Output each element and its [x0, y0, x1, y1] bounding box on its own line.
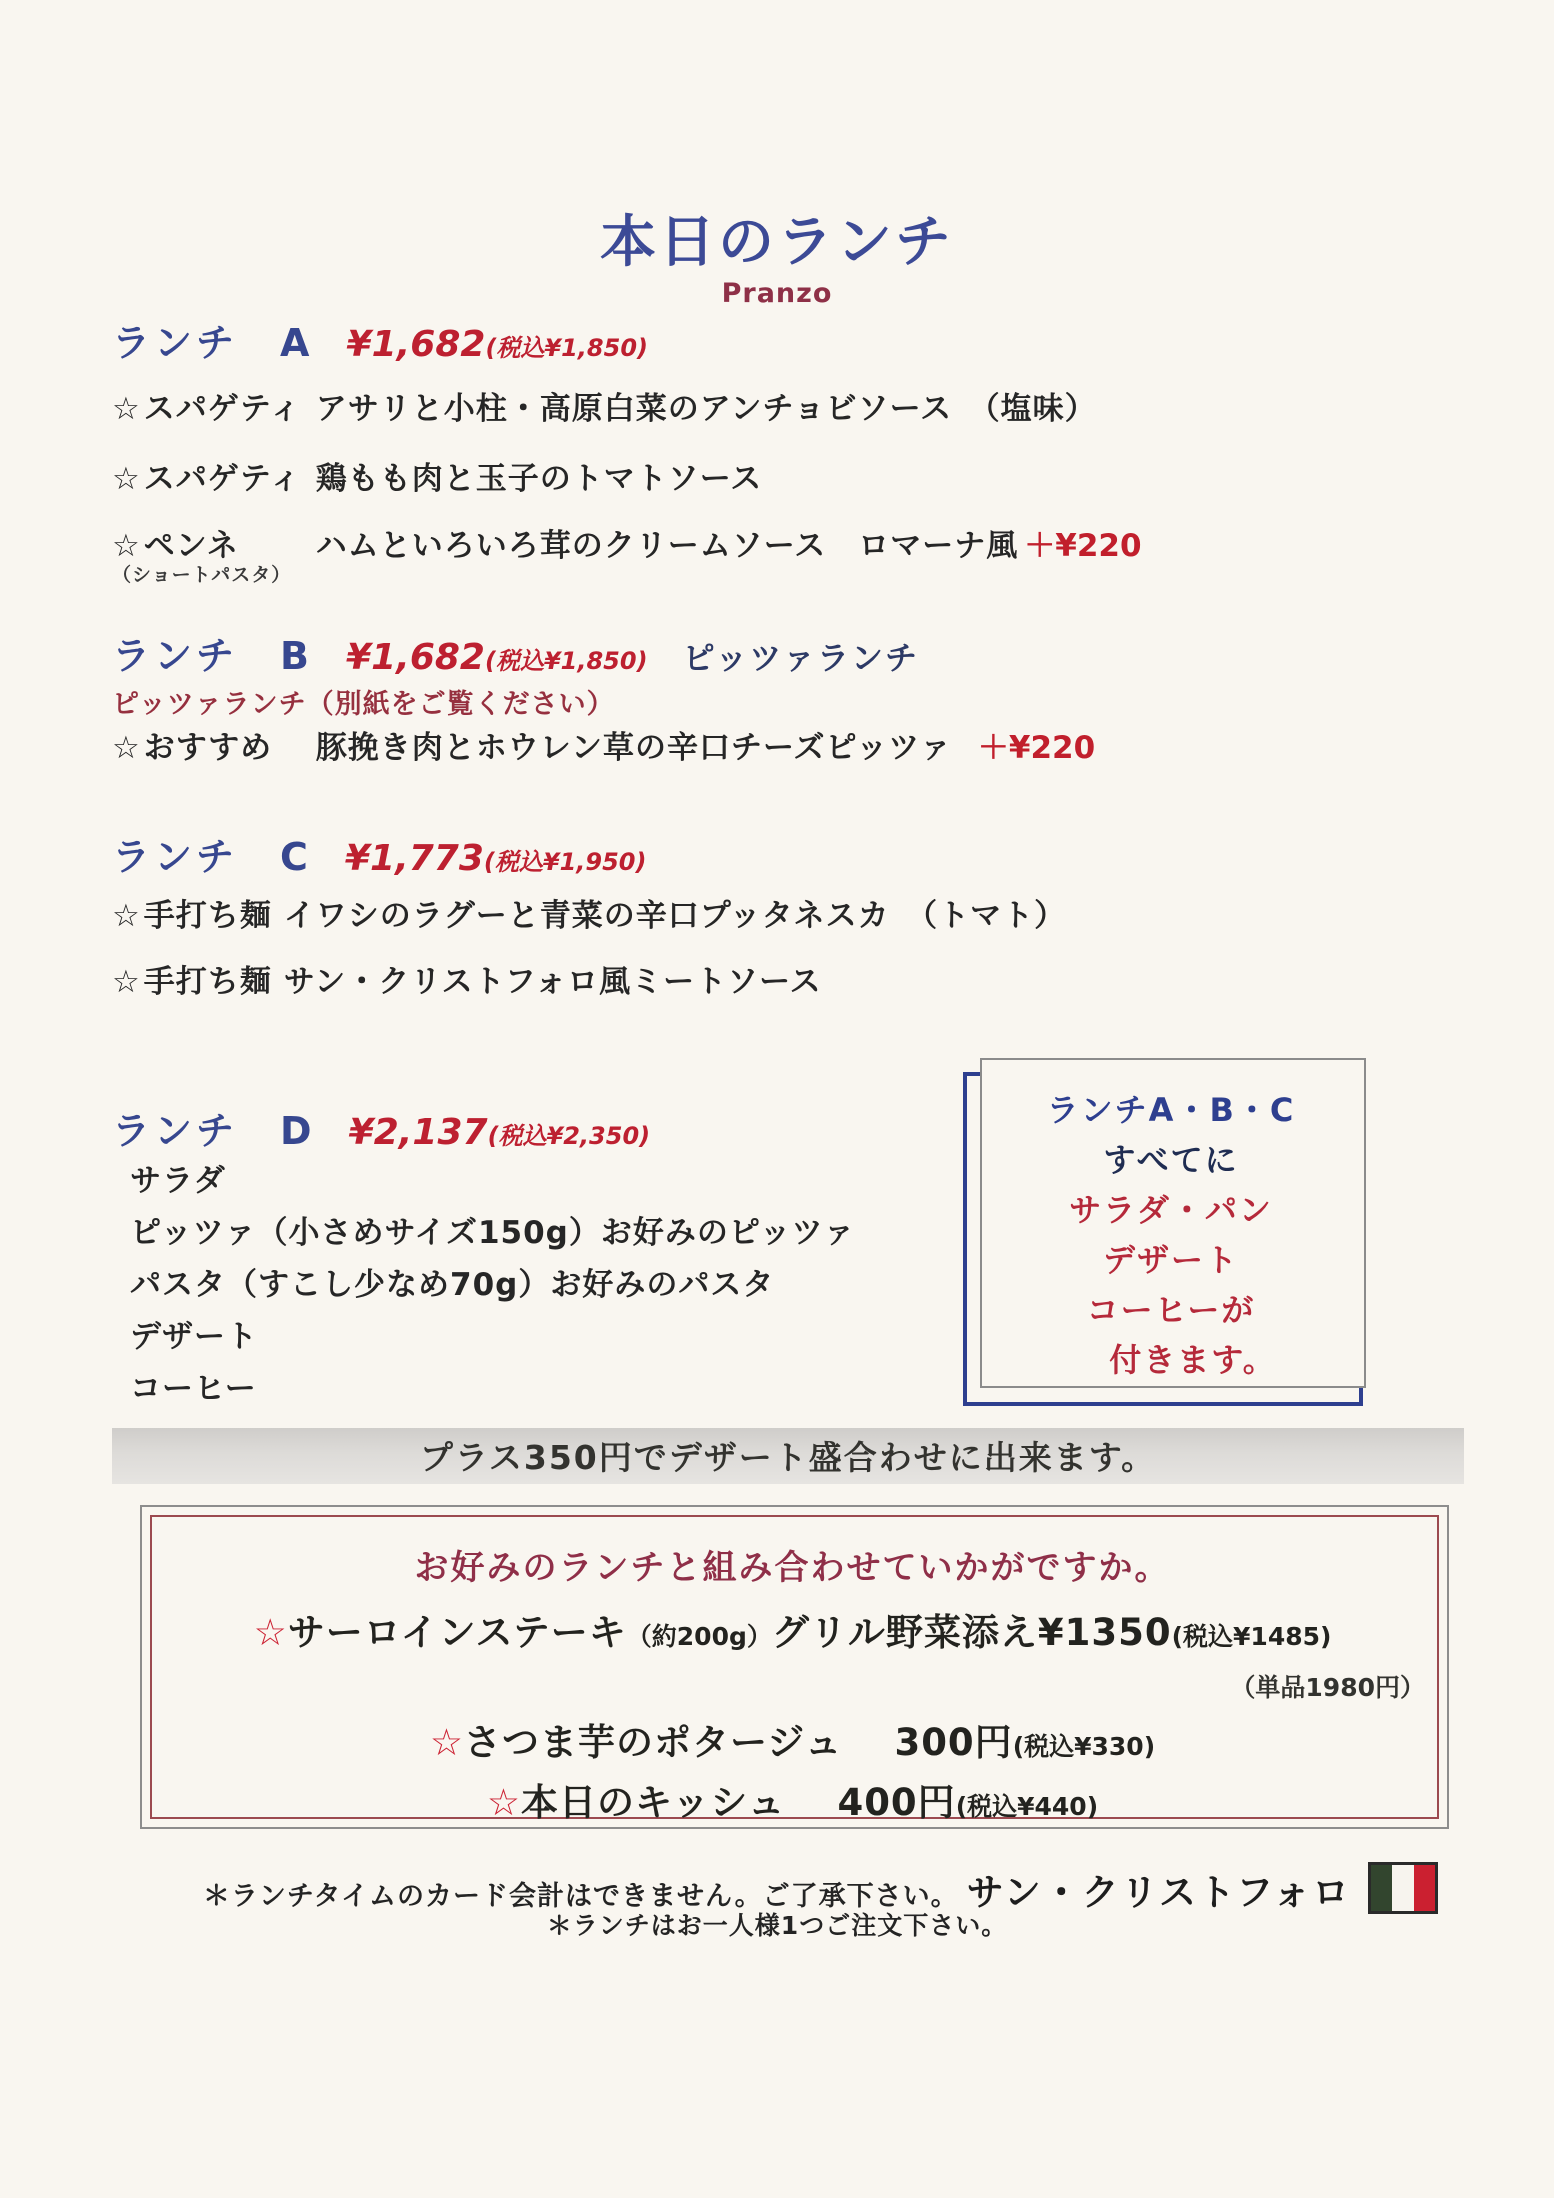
item-name: おすすめ	[143, 730, 273, 766]
info-line-6: 付きます。	[1109, 1341, 1277, 1379]
lunch-b-note: ピッツァランチ（別紙をご覧ください）	[112, 689, 615, 720]
lunch-d-label: ランチ D	[112, 1109, 316, 1153]
lunch-b-tax: (税込¥1,850)	[484, 647, 648, 675]
lunch-b-heading	[112, 625, 919, 680]
item-desc: ハムといろいろ茸のクリームソース ロマーナ風	[315, 528, 1019, 564]
lunch-d-price: ¥2,137	[348, 1112, 488, 1153]
lunch-a-item-1	[112, 383, 1097, 428]
banner-text: プラス350円でデザート盛合わせに出来ます。	[419, 1438, 1157, 1477]
flag-red-stripe	[1414, 1865, 1435, 1911]
info-line-2: すべてに	[1103, 1141, 1239, 1179]
lunch-d-item-2: ピッツァ（小さめサイズ150g）お好みのピッツァ	[130, 1215, 856, 1251]
item-desc: イワシのラグーと青菜の辛口プッタネスカ （トマト）	[283, 898, 1067, 934]
restaurant-name: サン・クリストフォロ	[966, 1871, 1352, 1914]
info-box	[980, 1085, 1362, 1385]
lunch-c-label: ランチ C	[112, 835, 312, 879]
lunch-a-tax: (税込¥1,850)	[485, 334, 648, 362]
red-star-icon: ☆	[253, 1611, 288, 1654]
dessert-upgrade-banner	[112, 1428, 1464, 1484]
quiche-name-price: 本日のキッシュ 400円	[521, 1781, 956, 1824]
steak-size: （約200g）	[626, 1622, 772, 1651]
item-name: 手打ち麺	[143, 964, 272, 1000]
item-desc: 豚挽き肉とホウレン草の辛口チーズピッツァ	[315, 730, 952, 766]
combo-item-steak	[140, 1602, 1445, 1656]
combo-heading: お好みのランチと組み合わせていかがですか。	[414, 1548, 1171, 1588]
steak-price: グリル野菜添え¥1350	[771, 1611, 1172, 1654]
italian-flag-icon	[1368, 1862, 1438, 1914]
lunch-a-heading	[112, 312, 648, 367]
lunch-a-price: ¥1,682	[346, 324, 486, 365]
combo-item-quiche	[140, 1772, 1445, 1826]
item-name: スパゲティ	[143, 391, 302, 427]
potage-tax: (税込¥330)	[1012, 1732, 1156, 1761]
star-icon: ☆	[112, 898, 140, 934]
lunch-c-heading	[112, 826, 646, 881]
star-icon: ☆	[112, 730, 140, 766]
red-star-icon: ☆	[486, 1781, 522, 1824]
star-icon: ☆	[112, 964, 140, 1000]
combo-item-potage	[140, 1712, 1445, 1766]
page-subtitle: Pranzo	[721, 278, 833, 309]
item-desc: サン・クリストフォロ風ミートソース	[283, 964, 822, 1000]
lunch-c-item-1	[112, 890, 1066, 935]
info-line-5: コーヒーが	[1086, 1291, 1256, 1329]
flag-white-stripe	[1392, 1865, 1413, 1911]
lunch-b-item-1	[112, 722, 1095, 767]
item-supplement: ＋¥220	[1024, 528, 1142, 564]
info-line-3: サラダ・パン	[1069, 1191, 1273, 1229]
item-desc: 鶏もも肉と玉子のトマトソース	[315, 461, 763, 497]
item-desc: アサリと小柱・高原白菜のアンチョビソース （塩味）	[315, 391, 1097, 427]
lunch-c-item-2	[112, 956, 822, 1001]
lunch-d-item-3: パスタ（すこし少なめ70g）お好みのパスタ	[130, 1267, 775, 1303]
red-star-icon: ☆	[429, 1721, 465, 1764]
lunch-a-label: ランチ A	[112, 321, 314, 365]
lunch-a-item-3-note: （ショートパスタ）	[112, 564, 292, 586]
quiche-tax: (税込¥440)	[955, 1792, 1099, 1821]
potage-name-price: さつま芋のポタージュ 300円	[464, 1721, 1013, 1764]
flag-green-stripe	[1371, 1865, 1392, 1911]
lunch-b-label: ランチ B	[112, 634, 313, 678]
info-line-1: ランチA・B・C	[1046, 1091, 1296, 1129]
lunch-d-item-4: デザート	[130, 1319, 258, 1355]
star-icon: ☆	[112, 528, 140, 564]
lunch-d-tax: (税込¥2,350)	[487, 1122, 651, 1150]
lunch-a-item-2	[112, 453, 762, 498]
steak-tax: (税込¥1485)	[1171, 1622, 1332, 1651]
lunch-d-item-1: サラダ	[130, 1163, 226, 1199]
footer-note-card: ＊ランチタイムのカード会計はできません。ご了承下さい。	[202, 1881, 959, 1912]
steak-solo-price-note: （単品1980円）	[1230, 1673, 1425, 1702]
lunch-d-heading	[112, 1100, 650, 1155]
star-icon: ☆	[112, 391, 140, 427]
footer-note-order: ＊ランチはお一人様1つご注文下さい。	[546, 1911, 1008, 1940]
lunch-d-item-5: コーヒー	[130, 1371, 257, 1407]
item-name: 手打ち麺	[143, 898, 272, 934]
item-name: スパゲティ	[143, 461, 302, 497]
lunch-a-item-3	[112, 520, 1142, 565]
steak-name: サーロインステーキ	[287, 1611, 627, 1654]
lunch-b-price: ¥1,682	[346, 637, 485, 678]
item-name: ペンネ	[143, 528, 239, 564]
item-supplement: ＋¥220	[977, 730, 1096, 766]
info-line-4: デザート	[1102, 1241, 1239, 1279]
lunch-c-price: ¥1,773	[344, 838, 484, 879]
page-title: 本日のランチ	[600, 210, 954, 275]
lunch-b-suffix: ピッツァランチ	[682, 639, 920, 677]
star-icon: ☆	[112, 461, 140, 497]
lunch-c-tax: (税込¥1,950)	[483, 848, 647, 876]
